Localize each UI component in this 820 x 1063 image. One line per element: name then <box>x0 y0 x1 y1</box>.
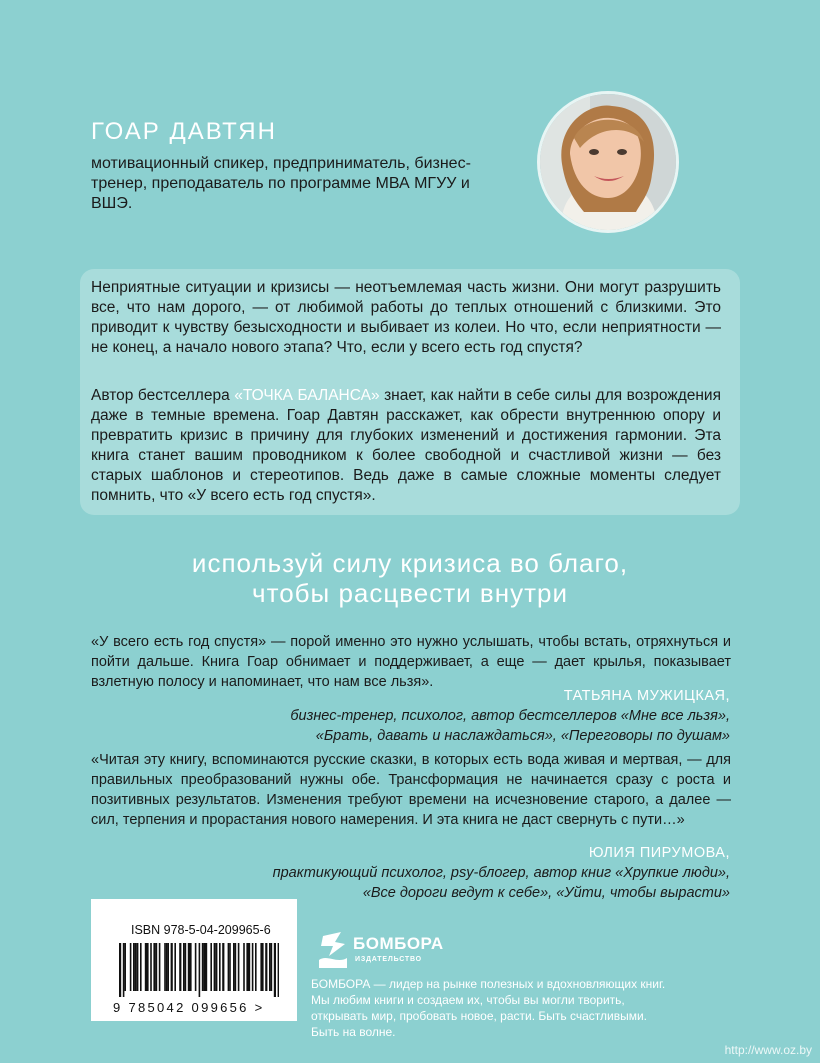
reviewer-role: практикующий психолог, psy-блогер, автор книг «Хрупкие люди», <box>272 865 730 881</box>
barcode-bar <box>205 943 207 991</box>
review-text: «Читая эту книгу, вспоминаются русские сказки, в которых есть вода живая и мертвая, — для правильных преобразований нужны обе. Трансформация не начинается сразу с роста и позитивных результатов. Изменения требуют времени на исчезновение старого, а далее — сил, терпения и прорастания нового намерения. И эта книга не даст свернуть с пути…» <box>91 752 731 828</box>
barcode-bar <box>229 943 231 991</box>
barcode-bar <box>235 943 237 991</box>
author-name: ГОАР ДАВТЯН <box>91 118 277 145</box>
barcode-bar <box>233 943 235 991</box>
review-text: «У всего есть год спустя» — порой именно это нужно услышать, чтобы встать, отряхнуться и пойти дальше. Книга Гоар обнимает и поддерживает, а еще — дает крылья, показывает взлетную полосу и напоминает, что нам все льзя». <box>91 634 731 690</box>
barcode-bar <box>238 943 240 991</box>
barcode-bar <box>179 943 181 991</box>
reviewer-role: бизнес-тренер, психолог, автор бестселлеров «Мне все льзя», <box>290 708 730 724</box>
barcode-bar <box>123 943 125 997</box>
author-portrait <box>537 91 679 233</box>
barcode-bar <box>185 943 187 991</box>
barcode-bar <box>265 943 267 991</box>
reviewer-role: «Брать, давать и наслаждаться», «Переговоры по душам» <box>315 728 730 744</box>
publisher-note: БОМБОРА — лидер на рынке полезных и вдохновляющих книг. Мы любим книги и создаем их, чтобы вы могли творить, открывать мир, пробовать новое, расти. Быть счастливыми. Быть на волне. <box>311 977 666 1039</box>
barcode-bar <box>216 943 218 991</box>
barcode-bar <box>228 943 230 991</box>
author-bio: мотивационный спикер, предприниматель, бизнес-тренер, преподаватель по программе МВА МГУУ и ВШЭ. <box>91 155 471 212</box>
barcode-bar <box>246 943 248 991</box>
publisher-logo <box>317 928 477 972</box>
watermark: http://www.oz.by <box>724 1043 812 1057</box>
barcode-bar <box>135 943 137 991</box>
barcode-bar <box>222 943 224 991</box>
barcode-bar <box>203 943 205 991</box>
barcode-bar <box>248 943 250 991</box>
barcode-bar <box>166 943 168 991</box>
barcode-bar <box>274 943 276 997</box>
barcode-bar <box>210 943 212 991</box>
publisher-logo-sub: ИЗДАТЕЛЬСТВО <box>355 956 422 963</box>
annotation-paragraph-2-end: знает, как найти в себе силы для возрождения даже в темные времена. Гоар Давтян расскажет, как обрести внутреннюю опору и превратить кризис в причину для глубоких изменений и достижения гармонии. Эта книга станет вашим проводником к более свободной и счастливой жизни — без старых шаблонов и стереотипов. Ведь даже в самые сложные моменты следует помнить, что «У всего есть год спустя». <box>91 387 721 504</box>
publisher-logo-word: БОМБОРА <box>353 934 444 953</box>
reviewer-name: ЮЛИЯ ПИРУМОВА, <box>588 845 730 861</box>
barcode-bar <box>183 943 185 991</box>
barcode-bar <box>252 943 254 991</box>
barcode-bar <box>159 943 161 991</box>
barcode-bar <box>219 943 221 991</box>
barcode-bar <box>202 943 204 991</box>
barcode-bar <box>269 943 271 991</box>
barcode-bar <box>136 943 138 991</box>
barcode-bar <box>260 943 262 991</box>
barcode-bar <box>130 943 132 991</box>
reviewer-role: «Все дороги ведут к себе», «Уйти, чтобы вырасти» <box>362 885 730 901</box>
barcode-bar <box>255 943 257 991</box>
reviewer-credit <box>90 686 730 746</box>
barcode-bar <box>190 943 192 991</box>
barcode-bar <box>188 943 190 991</box>
annotation-paragraph-1: Неприятные ситуации и кризисы — неотъемлемая часть жизни. Они могут разрушить все, что нам дорого, — от любимой работы до теплых отношений с близкими. Это приводит к чувству безысходности и выбивает из колеи. Но что, если неприятности — не конец, а начало нового этапа? Что, если у всего есть год спустя? <box>91 279 721 356</box>
barcode-bar <box>243 943 245 991</box>
slogan-line-2: чтобы расцвести внутри <box>252 578 568 608</box>
barcode-bar <box>195 943 197 991</box>
reviewer-credit <box>90 843 730 903</box>
barcode-bar <box>156 943 158 991</box>
barcode-bar <box>119 943 121 997</box>
barcode-bar <box>262 943 264 991</box>
barcode-bar <box>271 943 273 991</box>
barcode-bar <box>171 943 173 991</box>
publisher-logo-icon <box>317 928 351 972</box>
bestseller-title: «ТОЧКА БАЛАНСА» <box>234 387 380 404</box>
annotation-paragraph-2-start: Автор бестселлера <box>91 387 235 404</box>
isbn-label: ISBN 978-5-04-209965-6 <box>131 923 271 937</box>
barcode-number: 9 785042 099656 > <box>113 1000 265 1015</box>
slogan-line-1: используй силу кризиса во благо, <box>191 548 629 578</box>
barcode-bar <box>214 943 216 991</box>
barcode-bar <box>199 943 201 997</box>
barcode-panel <box>91 899 297 1021</box>
barcode-bar <box>145 943 147 991</box>
barcode-bar <box>147 943 149 991</box>
barcode-bar <box>278 943 279 997</box>
barcode-bar <box>153 943 155 991</box>
barcode-bar <box>174 943 176 991</box>
barcode-bar <box>133 943 135 991</box>
barcode-bar <box>150 943 152 991</box>
barcode-bar <box>140 943 142 991</box>
annotation-paragraph-2 <box>91 386 721 506</box>
reviewer-name: ТАТЬЯНА МУЖИЦКАЯ, <box>563 688 730 704</box>
barcode-bars <box>119 943 279 997</box>
barcode-bar <box>167 943 169 991</box>
barcode-bar <box>164 943 166 991</box>
barcode-bar <box>124 943 126 991</box>
